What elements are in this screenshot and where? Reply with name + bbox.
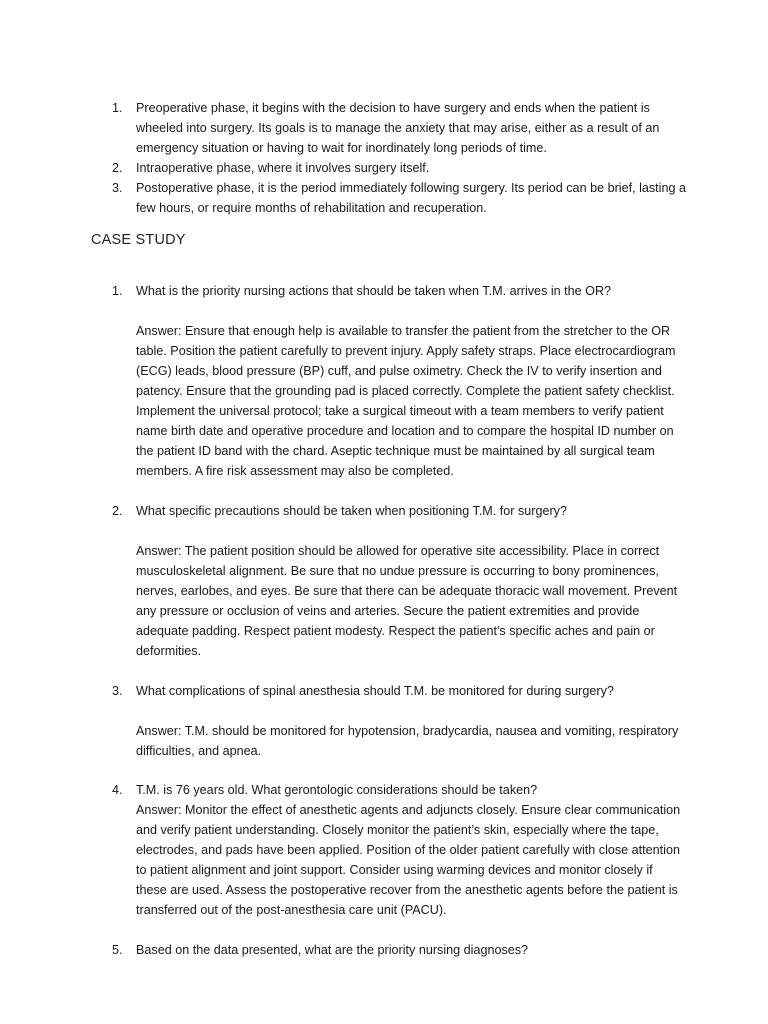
phase-number: 1. [112,101,123,115]
question-text: Based on the data presented, what are the priority nursing diagnoses? [136,943,529,957]
question-number: 2. [112,504,123,518]
answer-text: Answer: T.M. should be monitored for hypotension, bradycardia, nausea and vomiting, respiratory difficulties, and apnea. [136,724,679,758]
question-block [0,281,768,481]
question-number: 1. [112,284,123,298]
question-block [0,501,768,661]
answer-text: Answer: Ensure that enough help is available to transfer the patient from the stretcher to the OR table. Position the patient carefully to prevent injury. Apply safety straps. Place electrocardiogram (ECG) leads, blood pressure (BP) cuff, and pulse oximetry. Check the IV to verify insertion and patency. Ensure that the grounding pad is placed correctly. Complete the patient safety checklist. Implement the universal protocol; take a surgical timeout with a team members to verify patient name birth date and operative procedure and location and to compare the hospital ID number on the patient ID band with the chard. Aseptic technique must be maintained by all surgical team members. A fire risk assessment may also be completed. [136,324,676,478]
answer-text: Answer: The patient position should be allowed for operative site accessibility. Place in correct musculoskeletal alignment. Be sure that no undue pressure is occurring to bony prominences, nerves, earlobes, and eyes. Be sure that there can be adequate thoracic wall movement. Prevent any pressure or occlusion of veins and arteries. Secure the patient extremities and provide adequate padding. Respect patient modesty. Respect the patient's specific aches and pain or deformities. [136,544,678,658]
answer-text: Answer: Monitor the effect of anesthetic agents and adjuncts closely. Ensure clear communication and verify patient understanding. Closely monitor the patient’s skin, especially where the tape, electrodes, and pads have been applied. Position of the older patient carefully with close attention to patient alignment and joint support. Consider using warming devices and monitor closely if these are used. Assess the postoperative recover from the anesthetic agents before the patient is transferred out of the post-anesthesia care unit (PACU). [136,803,681,917]
question-text: T.M. is 76 years old. What gerontologic considerations should be taken? [136,783,538,797]
question-line [0,940,768,960]
phase-item [0,98,768,158]
phase-number: 2. [112,161,123,175]
phase-item [0,158,768,178]
phase-text: Intraoperative phase, where it involves surgery itself. [136,161,430,175]
phase-item [0,178,768,218]
phase-number: 3. [112,181,123,195]
phase-text: Preoperative phase, it begins with the decision to have surgery and ends when the patient is wheeled into surgery. Its goals is to manage the anxiety that may arise, either as a result of an emergency situation or having to wait for inordinately long periods of time. [136,101,660,155]
question-block [0,780,768,920]
question-number: 4. [112,783,123,797]
phase-text: Postoperative phase, it is the period immediately following surgery. Its period can be brief, lasting a few hours, or require months of rehabilitation and recuperation. [136,181,686,215]
question-line [0,780,768,800]
question-number: 5. [112,943,123,957]
question-text: What specific precautions should be taken when positioning T.M. for surgery? [136,504,567,518]
question-text: What complications of spinal anesthesia should T.M. be monitored for during surgery? [136,684,614,698]
phases-list [0,98,768,218]
question-block [0,681,768,761]
case-study-heading: CASE STUDY [91,232,186,248]
question-text: What is the priority nursing actions that should be taken when T.M. arrives in the OR? [136,284,612,298]
question-line [0,281,768,301]
question-line [0,681,768,701]
question-line [0,501,768,521]
question-block [0,940,768,960]
question-number: 3. [112,684,123,698]
